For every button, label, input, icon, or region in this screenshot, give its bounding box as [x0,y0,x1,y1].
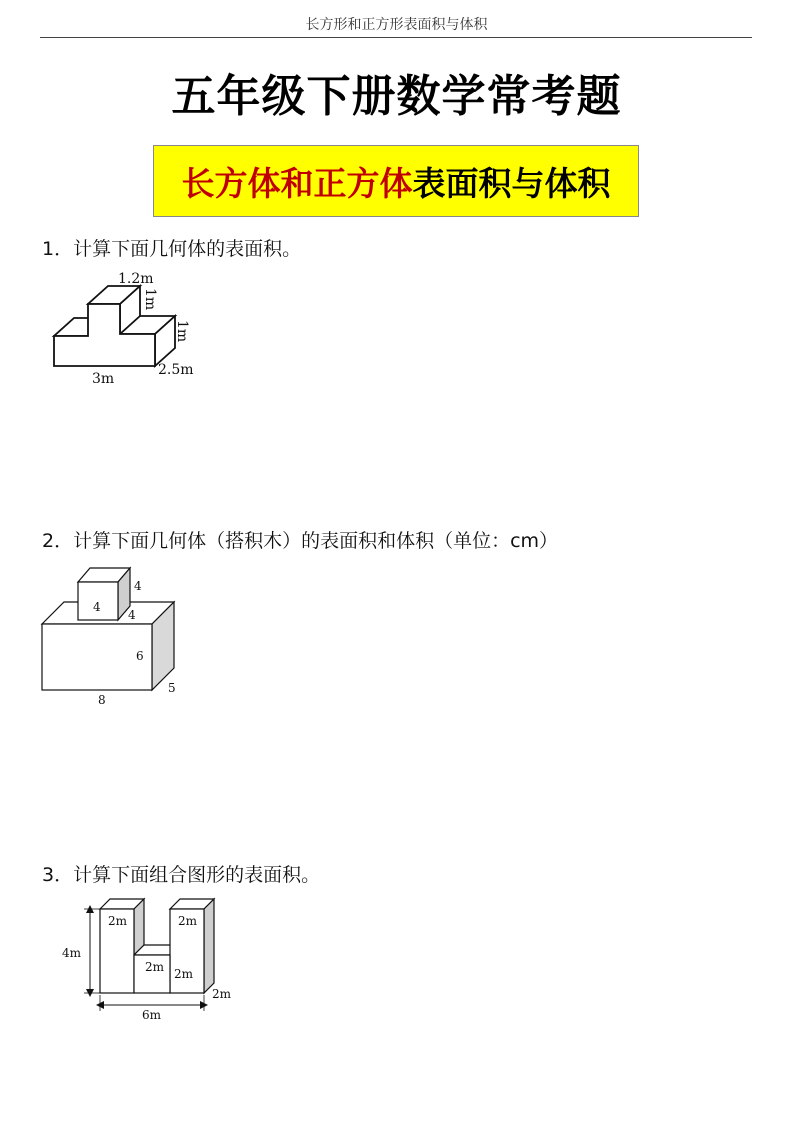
label-big-depth: 5 [168,681,176,695]
label-depth: 2.5m [158,362,194,378]
label-depth-3: 2m [212,987,232,1001]
label-small-depth: 4 [128,608,136,622]
label-left-top: 2m [108,914,128,928]
label-middle: 2m [145,960,165,974]
label-small-right: 4 [134,579,142,593]
header-divider [40,37,752,38]
subtitle-red-text: 长方体和正方体 [181,163,413,203]
label-top-width: 1.2m [118,271,154,287]
page-header: 长方形和正方形表面积与体积 [305,17,488,33]
question-3-text: 3．计算下面组合图形的表面积。 [42,864,321,886]
question-2-figure [38,562,198,712]
label-upper-height: 1m [142,288,158,311]
label-big-length: 8 [98,693,106,707]
label-right-top: 2m [178,914,198,928]
question-2-text: 2．计算下面几何体（搭积木）的表面积和体积（单位：cm） [42,530,559,552]
label-middle-right: 2m [174,967,194,981]
question-3-figure [60,895,240,1030]
label-big-height: 6 [136,649,144,663]
question-1-figure [40,268,210,393]
label-height: 4m [62,946,82,960]
subtitle-black-text: 表面积与体积 [412,163,611,203]
page-title: 五年级下册数学常考题 [171,71,622,122]
label-lower-height: 1m [174,320,190,343]
label-small-front: 4 [93,600,101,614]
label-width: 6m [142,1008,162,1022]
subtitle-banner [153,145,639,217]
question-1-text: 1．计算下面几何体的表面积。 [42,238,302,260]
label-bottom-length: 3m [92,371,115,387]
